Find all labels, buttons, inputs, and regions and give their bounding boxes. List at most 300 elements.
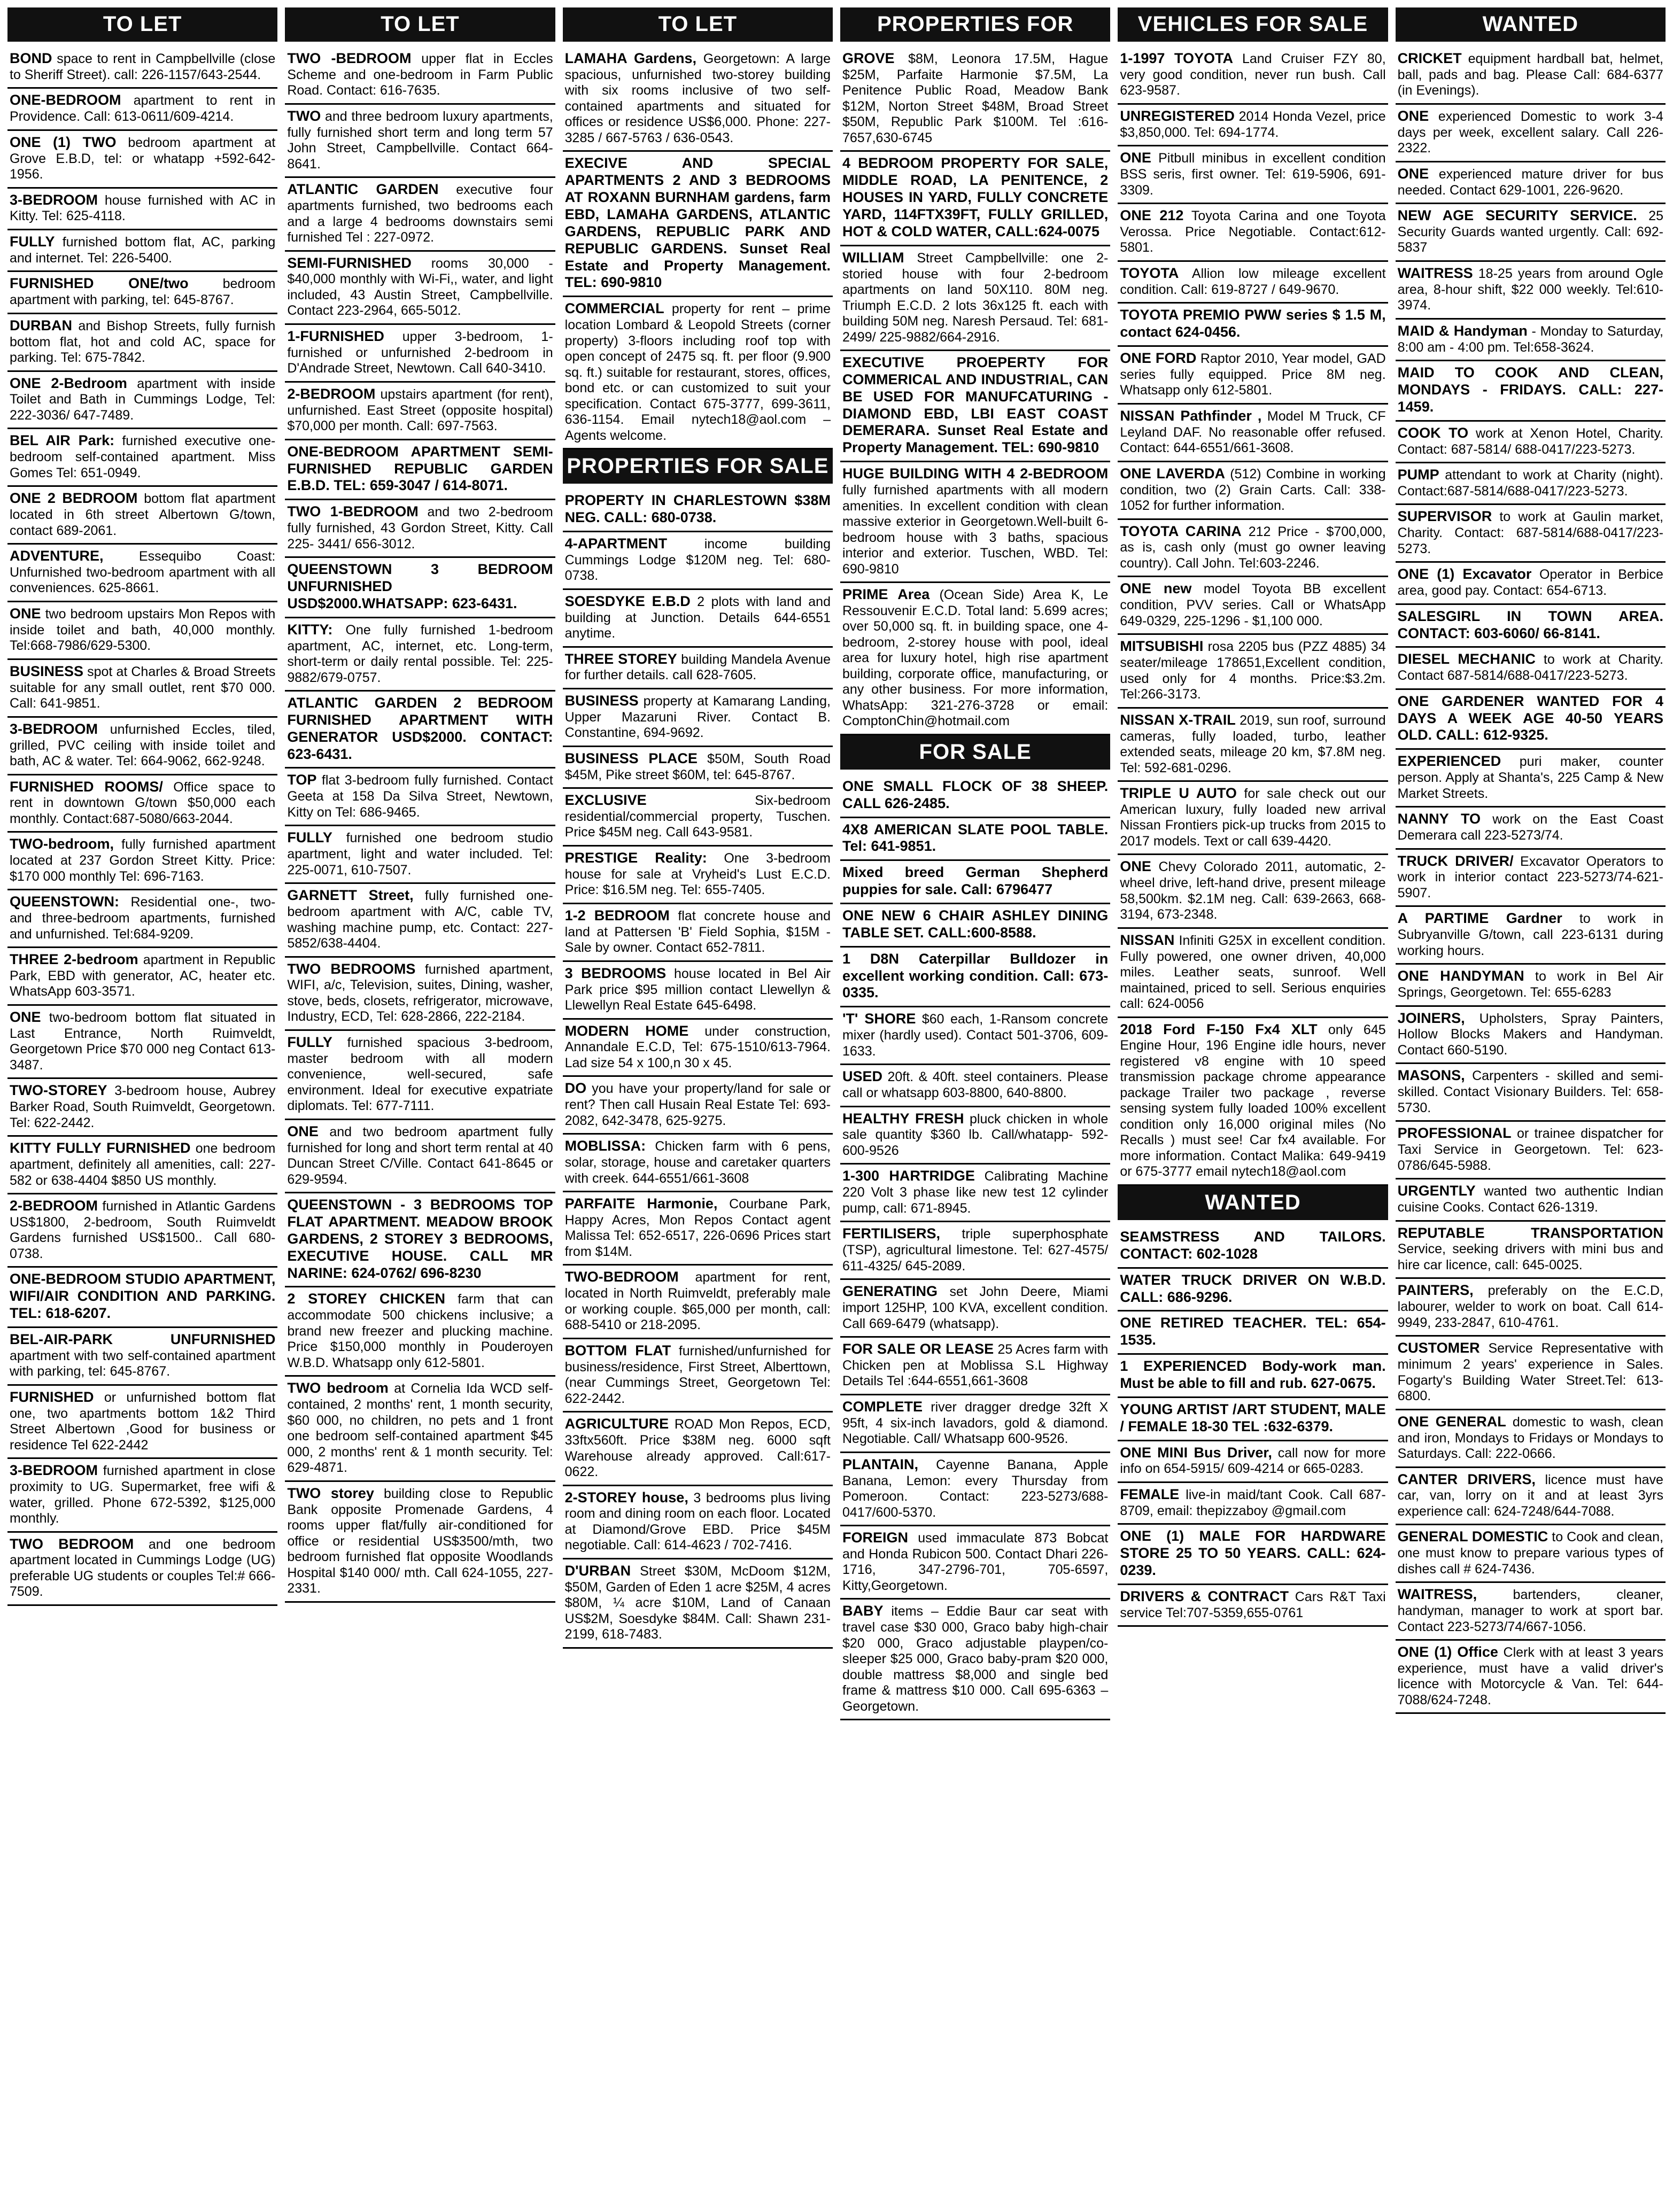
classified-ad bbox=[1118, 1018, 1388, 1186]
ad-lead: A PARTIME Gardner bbox=[1397, 910, 1562, 927]
ad-lead: ONE bbox=[1120, 858, 1151, 875]
ad-lead: 1-1997 TOYOTA bbox=[1120, 50, 1233, 66]
ad-body: Residential one-, two- and three-bedroom apartments, furnished and unfurnished. Tel:684-9209. bbox=[10, 895, 276, 942]
ad-lead: BUSINESS bbox=[564, 692, 639, 709]
ad-body: Upholsters, Spray Painters, Hollow Blocks Makers and Handyman. Contact 660-5190. bbox=[1397, 1011, 1663, 1058]
ad-body: 25 Security Guards wanted urgently. Call: 692-5837 bbox=[1397, 208, 1663, 255]
classified-ad bbox=[1396, 422, 1666, 463]
ad-body: fully furnished apartments with all modern amenities. In excellent condition with clean massive exterior in Georgetown.Well-built 6- bedroom house with 3 baths, spacious interior and exterior. Tuschen, WBD. Tel: 690-9810 bbox=[842, 483, 1109, 577]
ad-lead: D'URBAN bbox=[564, 1562, 631, 1579]
section-header: TO LET bbox=[285, 7, 555, 42]
ad-lead: ATLANTIC GARDEN 2 BEDROOM FURNISHED APARTMENT WITH GENERATOR USD$2000. CONTACT: 623-6431. bbox=[287, 695, 553, 762]
classified-ad bbox=[1396, 1179, 1666, 1221]
ad-lead: MAID TO COOK AND CLEAN, MONDAYS - FRIDAYS. CALL: 227-1459. bbox=[1397, 364, 1663, 415]
ad-body: unfurnished Eccles, tiled, grilled, PVC ceiling with inside toilet and bath, AC & water. Tel: 664-9062, 662-9248. bbox=[10, 721, 276, 769]
classified-ad bbox=[7, 1006, 277, 1079]
ad-body: apartment with inside Toilet and Bath in Cummings Lodge, Tel: 222-3036/ 647-7489. bbox=[10, 376, 276, 423]
classified-ad bbox=[840, 47, 1110, 152]
ad-lead: BOND bbox=[10, 50, 52, 66]
ad-lead: ONE GARDENER WANTED FOR 4 DAYS A WEEK AGE 40-50 YEARS OLD. CALL: 612-9325. bbox=[1397, 693, 1663, 743]
classified-ad bbox=[7, 1137, 277, 1194]
classified-ad bbox=[1118, 1269, 1388, 1312]
classified-ad bbox=[7, 314, 277, 372]
ad-lead: EXECUTIVE PROEPERTY FOR COMMERICAL AND INDUSTRIAL, CAN BE USED FOR MANUFCATURING - DIAMOND EBD, LBI EAST COAST DEMERARA. Sunset Real Estate and Property Management. TEL: 690-9810 bbox=[842, 354, 1109, 456]
classified-ad bbox=[1396, 965, 1666, 1006]
classified-ad bbox=[840, 1526, 1110, 1600]
ad-lead: SEAMSTRESS AND TAILORS. CONTACT: 602-1028 bbox=[1120, 1228, 1386, 1262]
ad-lead: ATLANTIC GARDEN bbox=[287, 181, 439, 198]
ad-lead: PARFAITE Harmonie, bbox=[564, 1196, 718, 1212]
ad-body: $60 each, 1-Ransom concrete mixer (hardly used). Contact 501-3706, 609-1633. bbox=[842, 1012, 1109, 1059]
ad-body: Infiniti G25X in excellent condition. Fully powered, one owner driven, 40,000 miles. Leather seats, sunroof. Well maintained, priced to sell. Serious enquiries call: 624-0056 bbox=[1120, 933, 1386, 1012]
classified-ad bbox=[7, 189, 277, 230]
ad-lead: PROPERTY IN CHARLESTOWN $38M NEG. CALL: 680-0738. bbox=[564, 492, 831, 525]
ad-body: apartment with two self-contained apartment with parking, tel: 645-8767. bbox=[10, 1348, 276, 1379]
ad-body: work at Xenon Hotel, Charity. Contact: 687-5814/ 688-0417/223-5273. bbox=[1397, 425, 1663, 457]
classified-ad bbox=[840, 1107, 1110, 1165]
ad-lead: ONE SMALL FLOCK OF 38 SHEEP. CALL 626-2485. bbox=[842, 778, 1109, 811]
ad-body: for sale check out our American luxury, fully loaded new arrival Nissan Frontiers pick-up trucks from 2015 to 2017 models. Text or call 639-4420. bbox=[1120, 786, 1386, 849]
ad-lead: FERTILISERS, bbox=[842, 1225, 940, 1242]
ad-lead: TWO BEDROOMS bbox=[287, 960, 416, 977]
ad-lead: ONE FORD bbox=[1120, 350, 1197, 367]
classified-ad bbox=[285, 383, 555, 440]
ad-body: items – Eddie Baur car seat with travel case $30 000, Graco baby high-chair $20 000, Graco adjustable playpen/co-sleeper $25 000, Graco baby-pram $20 000, double mattress $8,000 and single bed frame & mattress $10 000. Call 695-6363 – Georgetown. bbox=[842, 1604, 1109, 1714]
ad-body: furnished apartment, WIFI, a/c, Television, suites, Dining, washer, stove, beds, closets, refrigerator, microwave, Industry, ECD, Tel: 628-2866, 222-2184. bbox=[287, 961, 553, 1024]
classified-ad bbox=[285, 769, 555, 826]
ad-lead: ONE bbox=[10, 605, 41, 622]
ad-lead: TWO bbox=[287, 107, 321, 124]
ad-lead: ONE GENERAL bbox=[1397, 1413, 1506, 1430]
ad-lead: Mixed breed German Shepherd puppies for sale. Call: 6796477 bbox=[842, 864, 1109, 898]
ad-body: building Mandela Avenue for further details. call 628-7605. bbox=[564, 651, 831, 683]
ad-lead: BOTTOM FLAT bbox=[564, 1342, 671, 1359]
ad-lead: TWO-bedroom, bbox=[10, 836, 114, 852]
classified-ad bbox=[563, 1135, 833, 1192]
classified-ad bbox=[840, 1222, 1110, 1280]
ad-lead: TWO storey bbox=[287, 1485, 374, 1501]
ad-body: ROAD Mon Repos, ECD, 33ftx560ft. Price $38M neg. 6000 sqft Warehouse already approved. Call:617-0622. bbox=[564, 1417, 831, 1480]
ad-lead: MITSUBISHI bbox=[1120, 638, 1204, 655]
ad-body: experienced mature driver for bus needed. Contact 629-1001, 226-9620. bbox=[1397, 166, 1663, 198]
ad-lead: SUPERVISOR bbox=[1397, 508, 1492, 525]
section-header: VEHICLES FOR SALE bbox=[1118, 7, 1388, 42]
classified-ad bbox=[840, 1395, 1110, 1453]
ad-body: Street Campbellville: one 2-storied house with four 2-bedroom apartments on land 50X110. 80M neg. Triumph E.C.D. 2 lots 36x125 ft. each with building 50M neg. Naresh Persaud. Tel: 681-2499/ 225-9882/664-2916. bbox=[842, 250, 1109, 345]
ad-body: you have your property/land for sale or rent? Then call Husain Real Estate Tel: 693-2082, 642-3478, 625-9275. bbox=[564, 1081, 831, 1128]
ad-lead: NISSAN X-TRAIL bbox=[1120, 711, 1236, 728]
classified-ad bbox=[285, 252, 555, 325]
ad-lead: BEL AIR Park: bbox=[10, 432, 115, 449]
classified-ad bbox=[563, 1559, 833, 1649]
ad-lead: HUGE BUILDING WITH 4 2-BEDROOM bbox=[842, 465, 1109, 482]
ad-body: or unfurnished bottom flat one, two apartments bottom 1&2 Third Street Albertown ,Good for business or residence Tel 622-2442 bbox=[10, 1390, 276, 1453]
ad-body: flat 3-bedroom fully furnished. Contact Geeta at 158 Da Silva Street, Newtown, Kitty on Tel: 686-9465. bbox=[287, 773, 553, 820]
ad-lead: NANNY TO bbox=[1397, 811, 1481, 827]
section-header: TO LET bbox=[7, 7, 277, 42]
ad-lead: JOINERS, bbox=[1397, 1010, 1465, 1026]
ad-body: fully furnished apartment located at 237 Gordon Street Kitty. Price: $170 000 monthly Tel: 696-7163. bbox=[10, 837, 276, 884]
ad-body: One fully furnished 1-bedroom apartment, AC, internet, etc. Long-term, short-term or daily rental possible. Tel: 225-9882/679-0757. bbox=[287, 622, 553, 685]
classified-ad bbox=[1396, 1064, 1666, 1122]
classified-ad bbox=[7, 1386, 277, 1459]
ad-body: spot at Charles & Broad Streets suitable for any small outlet, rent $70 000. Call: 641-9851. bbox=[10, 664, 276, 711]
ad-lead: NISSAN bbox=[1120, 932, 1175, 948]
ad-body: triple superphosphate (TSP), agricultural limestone. Tel: 627-4575/ 611-4325/ 645-2089. bbox=[842, 1227, 1109, 1274]
ad-lead: LAMAHA Gardens, bbox=[564, 50, 697, 66]
classified-ad bbox=[1118, 347, 1388, 405]
classified-ad bbox=[1118, 635, 1388, 708]
ad-lead: 2 STOREY CHICKEN bbox=[287, 1291, 445, 1307]
ad-lead: USED bbox=[842, 1068, 882, 1085]
section-header: FOR SALE bbox=[840, 735, 1110, 770]
ad-body: Operator in Berbice area, good pay. Contact: 654-6713. bbox=[1397, 567, 1663, 599]
ad-body: Calibrating Machine 220 Volt 3 phase like new test 12 cylinder pump, call: 671-8945. bbox=[842, 1169, 1109, 1216]
ad-body: to work in Subryanville G/town, call 223-6131 during working hours. bbox=[1397, 911, 1663, 958]
ad-body: bottom flat apartment located in 6th street Albertown G/town, contact 689-2061. bbox=[10, 491, 276, 538]
classified-ad bbox=[563, 489, 833, 532]
ad-body: Cayenne Banana, Apple Banana, Lemon: every Thursday from Pomeroon. Contact: 223-5273/688-0417/600-5370. bbox=[842, 1457, 1109, 1520]
ad-lead: TWO 1-BEDROOM bbox=[287, 503, 419, 520]
classified-ad bbox=[563, 532, 833, 590]
classified-ad bbox=[1396, 1222, 1666, 1279]
ad-body: apartment for rent, located in North Ruimveldt, preferably male or working couple. $65,000 per month, call: 688-5410 or 218-2095. bbox=[564, 1270, 831, 1333]
ad-body: wanted two authentic Indian cuisine Cooks. Contact 626-1319. bbox=[1397, 1184, 1663, 1215]
classified-ad bbox=[563, 1020, 833, 1077]
classified-ad bbox=[840, 861, 1110, 904]
classified-ad bbox=[285, 47, 555, 105]
ad-lead: ONE (1) MALE FOR HARDWARE STORE 25 TO 50 YEARS. CALL: 624-0239. bbox=[1120, 1528, 1386, 1578]
classified-ad bbox=[1396, 1007, 1666, 1065]
classified-ad bbox=[1118, 1225, 1388, 1269]
ad-lead: ONE 2 BEDROOM bbox=[10, 490, 138, 507]
ad-lead: 1-2 BEDROOM bbox=[564, 907, 670, 923]
ad-lead: TWO-STOREY bbox=[10, 1082, 107, 1099]
ad-body: $50M, South Road $45M, Pike street $60M, tel: 645-8767. bbox=[564, 751, 831, 782]
ad-body: call now for more info on 654-5915/ 609-4214 or 665-0283. bbox=[1120, 1445, 1386, 1477]
ad-lead: FEMALE bbox=[1120, 1486, 1180, 1502]
ad-lead: COOK TO bbox=[1397, 424, 1469, 441]
ad-lead: DO bbox=[564, 1080, 587, 1097]
ad-body: rosa 2205 bus (PZZ 4885) 34 seater/mileage 178651,Excellent condition, used only for 4 months. Price:$3.2m. Tel:266-3173. bbox=[1120, 639, 1386, 702]
ad-lead: 2-BEDROOM bbox=[10, 1198, 98, 1214]
classified-ad bbox=[563, 1266, 833, 1339]
ad-lead: 4X8 AMERICAN SLATE POOL TABLE. Tel: 641-9851. bbox=[842, 821, 1109, 855]
ad-lead: BUSINESS bbox=[10, 663, 84, 679]
ad-lead: ONE NEW 6 CHAIR ASHLEY DINING TABLE SET. CALL:600-8588. bbox=[842, 907, 1109, 941]
classified-ad bbox=[7, 1079, 277, 1137]
ad-lead: TWO-BEDROOM bbox=[564, 1269, 679, 1285]
classified-ad bbox=[7, 1268, 277, 1328]
ad-lead: 3-BEDROOM bbox=[10, 720, 98, 737]
ad-body: 20ft. & 40ft. steel containers. Please call or whatsapp 603-8800, 640-8800. bbox=[842, 1069, 1109, 1101]
classified-ad bbox=[7, 372, 277, 430]
classified-ad bbox=[563, 1339, 833, 1412]
ad-lead: CRICKET bbox=[1397, 50, 1462, 66]
ad-lead: SEMI-FURNISHED bbox=[287, 254, 412, 271]
ad-body: farm that can accommodate 500 chickens inclusive; a brand new freezer and plucking machine. Price $150,000 monthly in Pouderoyen W.B.D. Whatsapp only 612-5801. bbox=[287, 1292, 553, 1370]
classified-ad bbox=[840, 1453, 1110, 1526]
ad-lead: GROVE bbox=[842, 50, 895, 66]
ad-body: $8M, Leonora 17.5M, Hague $25M, Parfaite Harmonie $7.5M, La Penitence Public Road, Meadow Bank $12M, Norton Street $48M, Broad Street $50M, Republic Park $100M. Tel :616-7657,630-6745 bbox=[842, 51, 1109, 145]
ad-body: set John Deere, Miami import 125HP, 100 KVA, excellent condition. Call 669-6479 (whatsapp). bbox=[842, 1284, 1109, 1331]
classified-ad bbox=[285, 105, 555, 178]
ad-body: furnished bottom flat, AC, parking and internet. Tel: 226-5400. bbox=[10, 234, 276, 266]
ad-body: and two 2-bedroom fully furnished, 43 Gordon Street, Kitty. Call 225- 3441/ 656-3012. bbox=[287, 505, 553, 552]
ad-lead: TRIPLE U AUTO bbox=[1120, 785, 1237, 802]
classified-ad bbox=[840, 462, 1110, 583]
ad-body: property for rent – prime location Lombard & Leopold Streets (corner property) 3-floors including roof top with open concept of 2475 sq. ft. per floor (9.900 sq. ft.) suitable for restaurant, stores, offices, bond etc. or can customized to suit your specification. Contact 675-3777, 699-3611, 636-1154. Email nytech18@aol.com – Agents welcome. bbox=[564, 301, 831, 443]
ad-body: or trainee dispatcher for Taxi Service in Georgetown. Tel: 623-0786/645-5988. bbox=[1397, 1126, 1663, 1173]
ad-body: Excavator Operators to work in interior contact 223-5273/74-621-5907. bbox=[1397, 853, 1663, 901]
ad-body: Courbane Park, Happy Acres, Mon Repos Contact agent Malissa Tel: 652-6517, 226-0696 Prices start from $14M. bbox=[564, 1197, 831, 1259]
classified-ad bbox=[285, 1031, 555, 1120]
classified-ad bbox=[1396, 750, 1666, 808]
ad-lead: BUSINESS PLACE bbox=[564, 750, 698, 766]
ad-lead: EXCLUSIVE bbox=[564, 792, 647, 809]
ad-lead: 2-STOREY house, bbox=[564, 1489, 688, 1505]
section-header: PROPERTIES FOR SALE bbox=[563, 449, 833, 484]
ad-body: bartenders, cleaner, handyman, manager to work at sport bar. Contact 223-5273/74/667-1056. bbox=[1397, 1587, 1663, 1634]
ad-lead: QUEENSTOWN 3 BEDROOM UNFURNISHED USD$2000.WHATSAPP: 623-6431. bbox=[287, 561, 553, 611]
ad-body: Cars R&T Taxi service Tel:707-5359,655-0761 bbox=[1120, 1589, 1386, 1620]
ad-lead: MOBLISSA: bbox=[564, 1138, 646, 1154]
ad-lead: FURNISHED ROOMS/ bbox=[10, 778, 163, 795]
ad-lead: CANTER DRIVERS, bbox=[1397, 1471, 1536, 1487]
ad-body: attendant to work at Charity (night). Contact:687-5814/688-0417/223-5273. bbox=[1397, 468, 1663, 499]
ad-lead: ONE bbox=[1397, 107, 1429, 124]
classified-ad bbox=[1396, 320, 1666, 361]
classified-ad bbox=[1118, 577, 1388, 635]
ad-body: upper 3-bedroom, 1-furnished or unfurnished 2-bedroom in D'Andrade Street, Newtown. Call 640-3410. bbox=[287, 329, 553, 376]
classified-ad bbox=[285, 558, 555, 618]
classified-ad bbox=[285, 1287, 555, 1377]
ad-lead: COMMERCIAL bbox=[564, 300, 664, 317]
ad-lead: BEL-AIR-PARK UNFURNISHED bbox=[10, 1331, 276, 1347]
ad-lead: GARNETT Street, bbox=[287, 887, 414, 904]
ad-body: preferably on the E.C.D, labourer, welder to work on boat. Call 614-9949, 233-2847, 610-4761. bbox=[1397, 1283, 1663, 1330]
ad-body: income building Cummings Lodge $120M neg. Tel: 680-0738. bbox=[564, 536, 831, 584]
ad-body: (Ocean Side) Area K, Le Ressouvenir E.C.D. Total land: 5.699 acres; over 50,000 sq. ft. in building space, one 4-bedroom, 2-storey house with pool, ideal area for luxury hotel, high rise apartment building, corporate office, manufacturing, or any other business. For more information, WhatsApp: 321-276-3728 or email: ComptonChin@hotmail.com bbox=[842, 587, 1109, 729]
classified-ad bbox=[285, 1377, 555, 1481]
ad-body: upstairs apartment (for rent), unfurnished. East Street (opposite hospital) $70,000 per month. Call: 697-7563. bbox=[287, 386, 553, 434]
ad-lead: TWO BEDROOM bbox=[10, 1535, 134, 1552]
ad-lead: 4-APARTMENT bbox=[564, 535, 668, 552]
classified-ad bbox=[840, 1280, 1110, 1338]
classified-ad bbox=[285, 618, 555, 692]
classified-ad bbox=[1118, 262, 1388, 304]
classified-ad bbox=[1396, 1122, 1666, 1179]
column-5 bbox=[1118, 7, 1388, 2212]
ad-lead: DRIVERS & CONTRACT bbox=[1120, 1588, 1289, 1604]
ad-lead: DIESEL MECHANIC bbox=[1397, 651, 1536, 668]
ad-lead: KITTY: bbox=[287, 621, 333, 638]
ad-body: domestic to wash, clean and iron, Mondays to Fridays or Mondays to Saturdays. Call: 222-0666. bbox=[1397, 1414, 1663, 1461]
ad-lead: MASONS, bbox=[1397, 1067, 1465, 1084]
classified-ad bbox=[1118, 304, 1388, 347]
ad-body: model Toyota BB excellent condition, PVV series. Call or WhatsApp 649-0329, 225-1296 - $1,100 000. bbox=[1120, 581, 1386, 628]
ad-lead: ONE bbox=[1120, 150, 1151, 166]
classified-ad bbox=[840, 1165, 1110, 1222]
classified-ad bbox=[563, 152, 833, 297]
ad-body: One 3-bedroom house for sale at Vryheid's Lust E.C.D. Price: $16.5M neg. Tel: 655-7405. bbox=[564, 850, 831, 898]
classified-ad bbox=[285, 884, 555, 957]
ad-lead: NISSAN Pathfinder , bbox=[1120, 407, 1262, 424]
classified-ad bbox=[563, 1412, 833, 1486]
ad-body: to Cook and clean, one must know to prepare various types of dishes call # 624-7436. bbox=[1397, 1530, 1663, 1577]
ad-body: apartment to rent in Providence. Call: 613-0611/609-4214. bbox=[10, 93, 276, 125]
classified-ad bbox=[1118, 1441, 1388, 1483]
classified-ad bbox=[1118, 1355, 1388, 1398]
ad-lead: PLANTAIN, bbox=[842, 1456, 918, 1472]
classified-ad bbox=[1118, 1311, 1388, 1355]
ad-lead: ONE (1) Office bbox=[1397, 1644, 1498, 1660]
classified-ad bbox=[1396, 47, 1666, 105]
classified-ad bbox=[7, 429, 277, 487]
ad-body: furnished in Atlantic Gardens US$1800, 2-bedroom, South Ruimveldt Gardens furnished US$1500.. Call 680-0738. bbox=[10, 1199, 276, 1261]
classified-ad bbox=[1396, 204, 1666, 262]
ad-body: 3-bedroom house, Aubrey Barker Road, South Ruimveldt, Georgetown. Tel: 622-2442. bbox=[10, 1083, 276, 1130]
ad-lead: TWO bedroom bbox=[287, 1380, 389, 1396]
classified-ad bbox=[285, 440, 555, 501]
ad-lead: TOP bbox=[287, 772, 317, 788]
ad-lead: HEALTHY FRESH bbox=[842, 1110, 964, 1127]
classified-ad bbox=[285, 500, 555, 558]
classified-ad bbox=[7, 718, 277, 775]
ad-body: furnished one bedroom studio apartment, light and water included. Tel: 225-0071, 610-7507. bbox=[287, 831, 553, 878]
ad-lead: FOR SALE OR LEASE bbox=[842, 1341, 994, 1357]
classified-ad bbox=[1118, 146, 1388, 204]
classified-ad bbox=[1118, 204, 1388, 262]
ad-lead: NEW AGE SECURITY SERVICE. bbox=[1397, 207, 1637, 224]
ad-lead: AGRICULTURE bbox=[564, 1416, 669, 1432]
ad-body: Chicken farm with 6 pens, solar, storage, house and caretaker quarters with creek. 644-6551/661-3608 bbox=[564, 1139, 831, 1186]
section-header: WANTED bbox=[1118, 1186, 1388, 1220]
classified-ad bbox=[1396, 1641, 1666, 1714]
ad-body: equipment hardball bat, helmet, ball, pads and bag. Please Call: 684-6377 (in Evenings). bbox=[1397, 51, 1663, 98]
classified-ad bbox=[563, 904, 833, 962]
classified-ad bbox=[563, 47, 833, 152]
ad-lead: CUSTOMER bbox=[1397, 1340, 1480, 1356]
ad-lead: 3-BEDROOM bbox=[10, 191, 98, 208]
classified-ad bbox=[1118, 520, 1388, 578]
classified-ad bbox=[563, 689, 833, 747]
classified-ad bbox=[840, 351, 1110, 462]
ad-body: property at Kamarang Landing, Upper Mazaruni River. Contact B. Constantine, 694-9692. bbox=[564, 693, 831, 741]
ad-lead: QUEENSTOWN: bbox=[10, 894, 120, 910]
ad-body: used immaculate 873 Bobcat and Honda Rubicon 500. Contact Dhari 226-1716, 347-2796-701, 705-6597, Kitty,Georgetown. bbox=[842, 1531, 1109, 1593]
classified-ad bbox=[563, 1486, 833, 1559]
ad-body: flat concrete house and land at Pattersen 'B' Field Sophia, $15M - Sale by owner. Contact 652-7811. bbox=[564, 908, 831, 956]
classified-ad bbox=[7, 833, 277, 890]
ad-body: Service Representative with minimum 2 years' experience in Sales. Fogarty's Building Water Street.Tel: 613-6800. bbox=[1397, 1341, 1663, 1404]
ad-lead: ONE-BEDROOM bbox=[10, 92, 121, 108]
ad-body: Allion low mileage excellent condition. Call: 619-8727 / 649-9670. bbox=[1120, 266, 1386, 297]
classified-ad bbox=[563, 1192, 833, 1266]
classified-ad bbox=[7, 47, 277, 89]
classified-ad bbox=[7, 89, 277, 130]
ad-body: river dragger dredge 32ft X 95ft, 4 six-inch lavadors, gold & diamond. Negotiable. Call/ Whatsapp 600-9526. bbox=[842, 1399, 1109, 1447]
classified-ad bbox=[1118, 929, 1388, 1018]
classified-ad bbox=[840, 948, 1110, 1008]
ad-lead: PAINTERS, bbox=[1397, 1282, 1474, 1299]
ad-lead: PUMP bbox=[1397, 467, 1439, 483]
classified-ad bbox=[7, 487, 277, 545]
classified-ad bbox=[1396, 1279, 1666, 1337]
ad-lead: 4 BEDROOM PROPERTY FOR SALE, MIDDLE ROAD, LA PENITENCE, 2 HOUSES IN YARD, FULLY CONCRETE YARD, 114FTX39FT, FULLY GRILLED, HOT & COLD WATER, CALL:624-0075 bbox=[842, 155, 1109, 239]
ad-lead: EXECIVE AND SPECIAL APARTMENTS 2 AND 3 BEDROOMS AT ROXANN BURNHAM gardens, farm EBD, LAMAHA GARDENS, ATLANTIC GARDENS, REPUBLIC PARK AND REPUBLIC GARDENS. Sunset Real Estate and Property Management. TEL: 690-9810 bbox=[564, 155, 831, 291]
ad-body: fully furnished one-bedroom apartment with A/C, cable TV, washing machine pump, etc. Contact: 227-5852/638-4404. bbox=[287, 888, 553, 951]
ad-lead: SOESDYKE E.B.D bbox=[564, 593, 691, 609]
classified-ad bbox=[840, 152, 1110, 246]
column-4 bbox=[840, 7, 1110, 2212]
ad-body: only 645 Engine Hour, 196 Engine idle hours, never registered v8 engine with 10 speed transmission package chrome appearance package Trailer two package , reverse sensing system fully loaded 100% excellent condition only 16,000 original miles (No Recalls ) must see! Car fx4 available. For more information. Contact Malika: 649-9419 or 675-3777 email nytech18@aol.com bbox=[1120, 1022, 1386, 1179]
classified-ad bbox=[563, 747, 833, 789]
ad-lead: PRESTIGE Reality: bbox=[564, 849, 707, 866]
classified-ad bbox=[563, 648, 833, 689]
ad-body: to work at Charity. Contact 687-5814/688-0417/223-5273. bbox=[1397, 652, 1663, 684]
ad-body: pluck chicken in whole sale quantity $360 lb. Call/whatapp- 592-600-9526 bbox=[842, 1111, 1109, 1158]
ad-body: to work in Bel Air Springs, Georgetown. Tel: 655-6283 bbox=[1397, 969, 1663, 1000]
ad-lead: ADVENTURE, bbox=[10, 548, 104, 564]
classified-ad bbox=[563, 297, 833, 449]
ad-lead: GENERATING bbox=[842, 1283, 938, 1300]
ad-body: Toyota Carina and one Toyota Verossa. Price Negotiable. Contact:612-5801. bbox=[1120, 208, 1386, 255]
ad-lead: ONE 2-Bedroom bbox=[10, 375, 127, 391]
classified-ad bbox=[285, 1482, 555, 1603]
classified-ad bbox=[1118, 105, 1388, 146]
ad-lead: SALESGIRL IN TOWN AREA. CONTACT: 603-6060/ 66-8141. bbox=[1397, 608, 1663, 641]
classified-ad bbox=[1396, 648, 1666, 689]
ad-lead: ONE bbox=[1397, 165, 1429, 182]
classified-ad bbox=[285, 692, 555, 769]
ad-lead: PRIME Area bbox=[842, 586, 930, 603]
ad-lead: TOYOTA CARINA bbox=[1120, 523, 1242, 539]
ad-lead: 2018 Ford F-150 Fx4 XLT bbox=[1120, 1021, 1318, 1037]
classified-ad bbox=[1396, 850, 1666, 907]
ad-lead: 3 BEDROOMS bbox=[564, 965, 667, 981]
ad-body: 2019, sun roof, surround cameras, fully loaded, turbo, leather extended seats, mileage 20 km, $7.8M neg. Tel: 592-681-0296. bbox=[1120, 712, 1386, 775]
ad-body: Clerk with at least 3 years experience, must have a valid driver's licence with Motorcycle & Van. Tel: 644-7088/624-7248. bbox=[1397, 1645, 1663, 1707]
ad-lead: YOUNG ARTIST /ART STUDENT, MALE / FEMALE 18-30 TEL :632-6379. bbox=[1120, 1401, 1386, 1434]
ad-body: Office space to rent in downtown G/town $50,000 each monthly. Contact:687-5080/663-2044. bbox=[10, 779, 276, 826]
classified-ad bbox=[285, 958, 555, 1031]
ad-lead: EXPERIENCED bbox=[1397, 753, 1501, 770]
classified-ad bbox=[7, 1328, 277, 1386]
ad-lead: THREE 2-bedroom bbox=[10, 951, 138, 968]
classified-ad bbox=[840, 904, 1110, 948]
classified-ad bbox=[7, 660, 277, 718]
classified-ad bbox=[7, 131, 277, 189]
ad-body: and Bishop Streets, fully furnish bottom flat, hot and cold AC, space for parking. Tel: 675-7842. bbox=[10, 318, 276, 366]
ad-body: Chevy Colorado 2011, automatic, 2-wheel drive, left-hand drive, present mileage 58,500km. $2.1M neg. Call: 639-2663, 668-3194, 673-2348. bbox=[1120, 859, 1386, 922]
section-header: PROPERTIES FOR bbox=[840, 7, 1110, 42]
ad-lead: WATER TRUCK DRIVER ON W.B.D. CALL: 686-9296. bbox=[1120, 1271, 1386, 1305]
ad-lead: ONE new bbox=[1120, 580, 1192, 597]
ad-lead: MODERN HOME bbox=[564, 1022, 689, 1039]
classified-ad bbox=[285, 826, 555, 884]
ad-lead: COMPLETE bbox=[842, 1398, 923, 1415]
ad-body: Model M Truck, CF Leyland DAF. No reasonable offer refused. Contact: 644-6551/661-3608. bbox=[1120, 408, 1386, 456]
classified-ad bbox=[7, 948, 277, 1006]
classified-ad bbox=[840, 1065, 1110, 1107]
ad-lead: 1 EXPERIENCED Body-work man. Must be able to fill and rub. 627-0675. bbox=[1120, 1358, 1386, 1391]
ad-lead: ONE LAVERDA bbox=[1120, 465, 1226, 482]
ad-body: Land Cruiser FZY 80, very good condition, never run bush. Call 623-9587. bbox=[1120, 51, 1386, 98]
classified-ad bbox=[7, 602, 277, 660]
ad-body: to work at Gaulin market, Charity. Contact: 687-5814/688-0417/223-5273. bbox=[1397, 509, 1663, 556]
classified-ad bbox=[563, 789, 833, 847]
